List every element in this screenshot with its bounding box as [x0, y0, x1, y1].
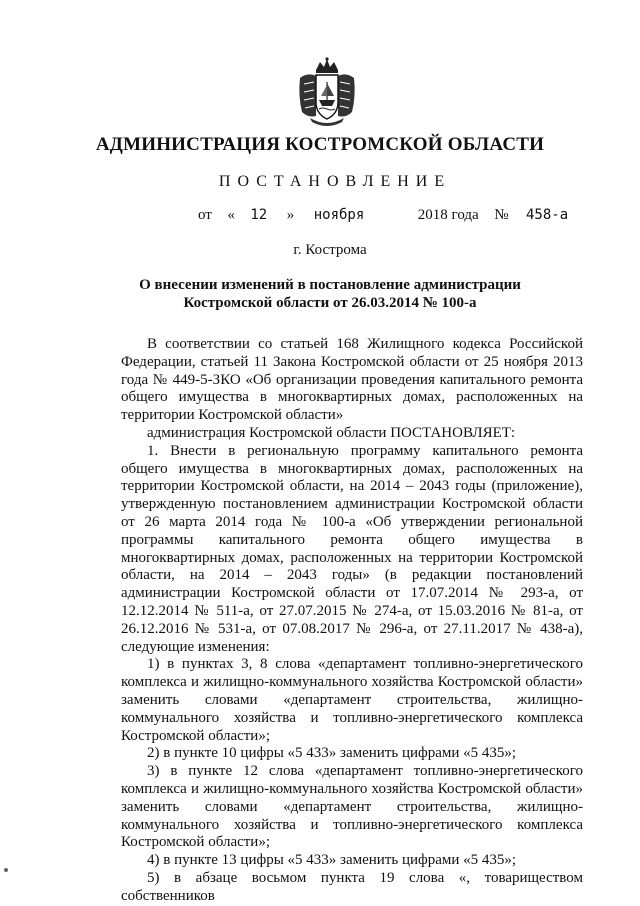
document-month: ноября	[313, 207, 365, 223]
document-city: г. Кострома	[293, 242, 367, 258]
paragraph-subitem-2: 2) в пункте 10 цифры «5 433» заменить цифрами «5 435»;	[147, 745, 517, 762]
date-prefix: от	[198, 207, 212, 223]
scan-mark	[4, 868, 8, 872]
paragraph-item-1: 1. Внести в региональную программу капитального ремонта общего имущества в многоквартирных домах, расположенных на территории Костромской области, на 2014 – 2043 годы (приложение), утвержденную постановлением администрации Костромской области от 26 марта 2014 года № 100-а «Об утверждении региональной программы капитального ремонта общего имущества в многоквартирных домах, расположенных на территории Костромской области, на 2014 – 2043 годы» (в редакции постановлений администрации Костромской области от 17.07.2014 № 293-а, от 12.12.2014 № 511-а, от 27.07.2015 № 274-а, от 15.03.2016 № 81-а, от 26.12.2016 № 531-а, от 07.08.2017 № 296-а, от 27.11.2017 № 438-а), следующие изменения:	[121, 442, 583, 655]
paragraph-subitem-3: 3) в пункте 12 слова «департамент топливно-энергетического комплекса и жилищно-коммунального хозяйства Костромской области» заменить словами «департамент строительства, жилищно-коммунального хозяйства и топливно-энергетического комплекса Костромской области»;	[121, 763, 583, 851]
document-year: 2018 года	[417, 207, 479, 223]
paragraph-resolves: администрация Костромской области ПОСТАНОВЛЯЕТ:	[147, 424, 516, 441]
paragraph-subitem-5: 5) в абзаце восьмом пункта 19 слова «, товариществом собственников	[121, 869, 583, 904]
quote-close: »	[286, 207, 295, 223]
paragraph-preamble: В соответствии со статьей 168 Жилищного кодекса Российской Федерации, статьей 11 Закона Костромской области от 25 ноября 2013 года № 449-5-ЗКО «Об организации проведения капитального ремонта общего имущества в многоквартирных домах, расположенных на территории Костромской области»	[121, 336, 583, 424]
document-body	[121, 336, 583, 906]
coat-of-arms-icon	[296, 56, 358, 128]
organization-title: АДМИНИСТРАЦИЯ КОСТРОМСКОЙ ОБЛАСТИ	[95, 134, 545, 155]
paragraph-subitem-1: 1) в пунктах 3, 8 слова «департамент топливно-энергетического комплекса и жилищно-коммунального хозяйства Костромской области» заменить словами «департамент строительства, жилищно-коммунального хозяйства и топливно-энергетического комплекса Костромской области»;	[121, 656, 583, 744]
document-subject: О внесении изменений в постановление администрации Костромской области от 26.03.2014 № 100-а	[139, 277, 521, 311]
document-number: 458-а	[526, 207, 569, 223]
number-sign: №	[494, 207, 509, 223]
paragraph-subitem-4: 4) в пункте 13 цифры «5 433» заменить цифрами «5 435»;	[147, 852, 517, 869]
quote-open: «	[227, 207, 235, 223]
document-day: 12	[250, 207, 268, 223]
document-type: ПОСТАНОВЛЕНИЕ	[218, 173, 452, 190]
document-date-line	[198, 207, 568, 224]
